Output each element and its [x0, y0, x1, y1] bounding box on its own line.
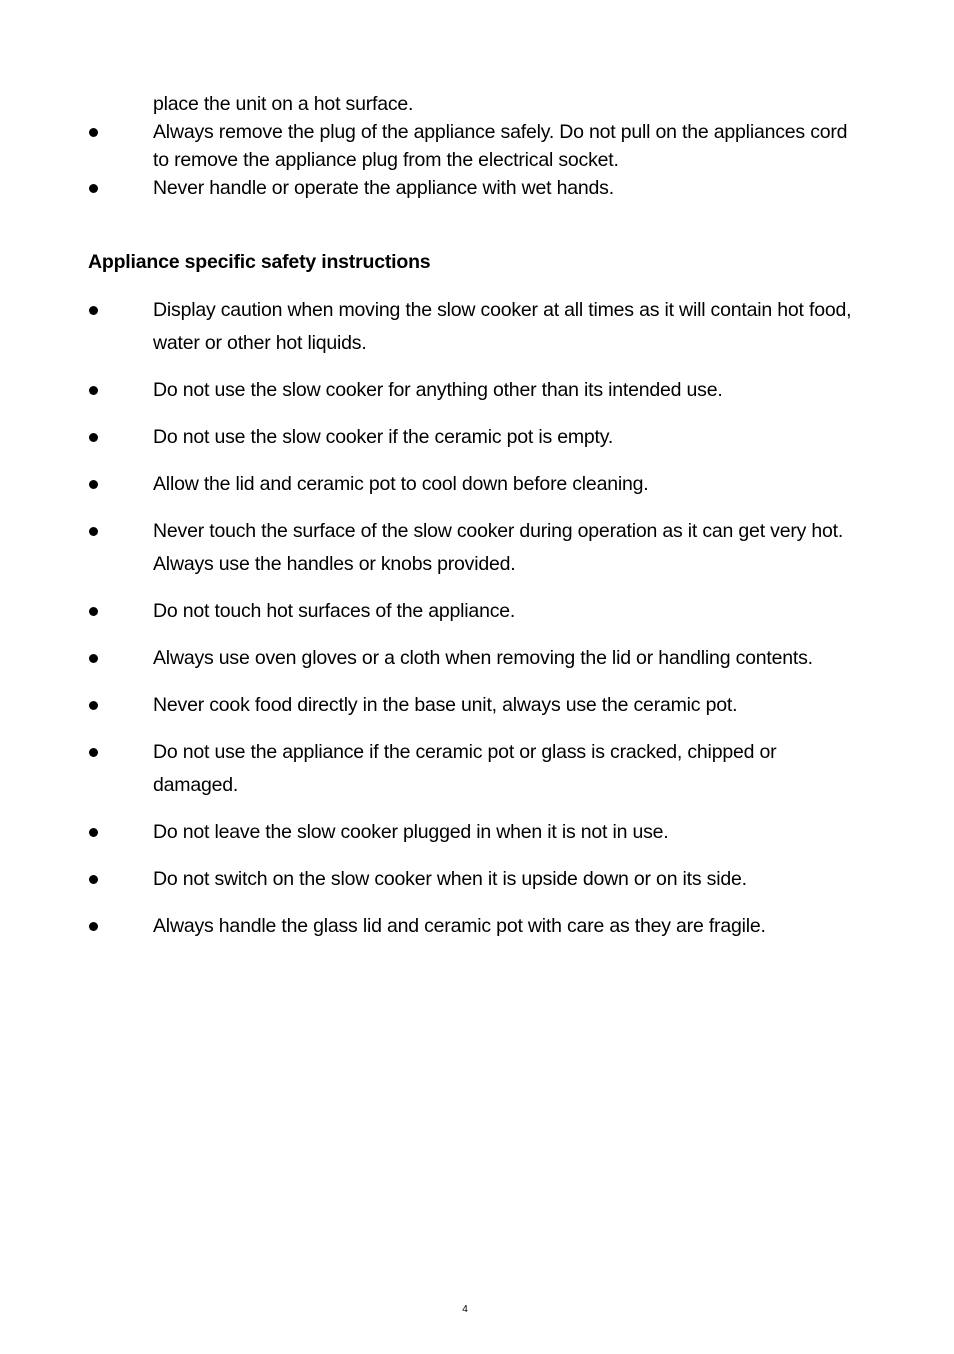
list-item: [88, 642, 858, 675]
list-item: [88, 421, 858, 454]
list-item: [88, 468, 858, 501]
list-item: [88, 863, 858, 896]
list-item-continuation: place the unit on a hot surface.: [153, 93, 414, 115]
list-item-text: Do not use the appliance if the ceramic pot or glass is cracked, chipped or damaged.: [153, 741, 777, 796]
list-item: [88, 910, 858, 943]
list-item-text: Always remove the plug of the appliance safely. Do not pull on the appliances cord to remove the appliance plug from the electrical socket.: [153, 121, 848, 171]
specific-safety-list: [88, 294, 858, 957]
list-item: [88, 595, 858, 628]
list-item-text: Allow the lid and ceramic pot to cool down before cleaning.: [153, 473, 649, 495]
list-item-text: Do not use the slow cooker if the ceramic pot is empty.: [153, 426, 614, 448]
list-item-text: Never handle or operate the appliance with wet hands.: [153, 177, 614, 199]
general-safety-list: [88, 90, 858, 202]
list-item: [88, 174, 858, 202]
list-item-text: Do not use the slow cooker for anything other than its intended use.: [153, 379, 723, 401]
list-item: [88, 118, 858, 174]
list-item: [88, 736, 858, 802]
list-item-text: Do not switch on the slow cooker when it is upside down or on its side.: [153, 868, 747, 890]
list-item: [88, 515, 858, 581]
list-item-text: Always use oven gloves or a cloth when removing the lid or handling contents.: [153, 647, 813, 669]
list-item-text: Display caution when moving the slow cooker at all times as it will contain hot food, water or other hot liquids.: [153, 299, 852, 354]
list-item: [88, 689, 858, 722]
section-heading: Appliance specific safety instructions: [88, 251, 431, 273]
list-item-text: Never touch the surface of the slow cooker during operation as it can get very hot. Always use the handles or knobs provided.: [153, 520, 844, 575]
list-item-text: Always handle the glass lid and ceramic pot with care as they are fragile.: [153, 915, 766, 937]
list-item-text: Do not leave the slow cooker plugged in when it is not in use.: [153, 821, 669, 843]
list-item: [88, 374, 858, 407]
list-item: [88, 294, 858, 360]
list-item-text: Do not touch hot surfaces of the appliance.: [153, 600, 516, 622]
list-item-text: Never cook food directly in the base unit, always use the ceramic pot.: [153, 694, 738, 716]
list-item: [88, 816, 858, 849]
page-number: 4: [462, 1304, 468, 1315]
